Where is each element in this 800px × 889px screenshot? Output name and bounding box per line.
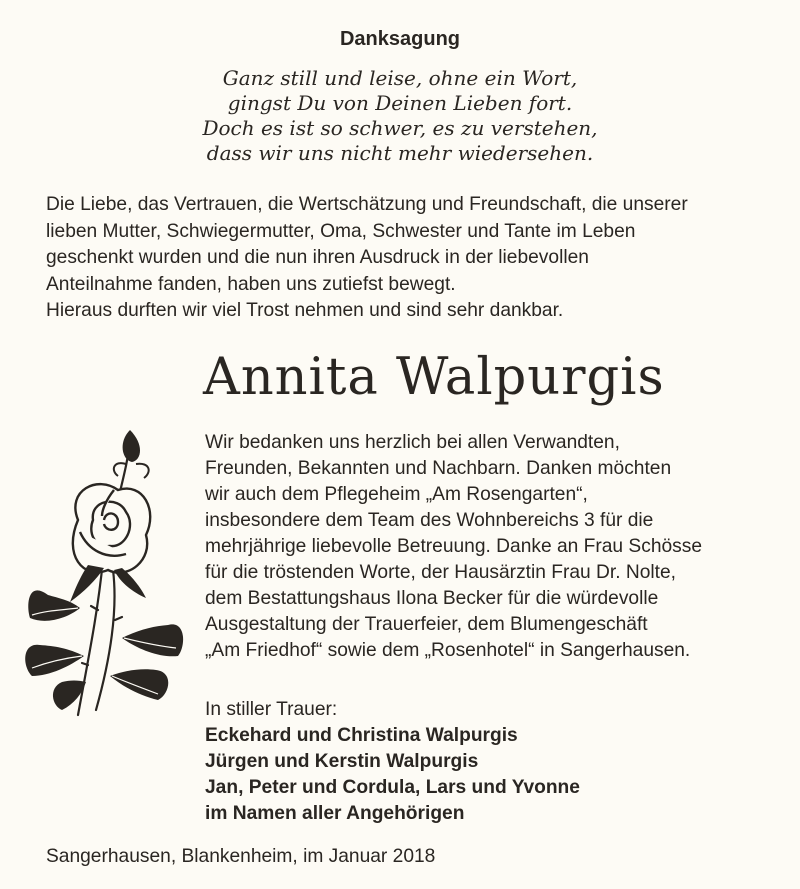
thanks-line: dem Bestattungshaus Ilona Becker für die würdevolle — [205, 588, 659, 609]
family-line: im Namen aller Angehörigen — [205, 803, 465, 824]
thanks-line: „Am Friedhof“ sowie dem „Rosenhotel“ in Sangerhausen. — [205, 640, 691, 661]
poem-line: Doch es ist so schwer, es zu verstehen, — [202, 116, 598, 140]
intro-line: Hieraus durften wir viel Trost nehmen und sind sehr dankbar. — [46, 300, 564, 321]
thanks-line: insbesondere dem Team des Wohnbereichs 3 für die — [205, 510, 654, 531]
family-line: Jürgen und Kerstin Walpurgis — [205, 751, 479, 772]
intro-line: Die Liebe, das Vertrauen, die Wertschätzung und Freundschaft, die unserer — [46, 194, 688, 215]
thanks-line: wir auch dem Pflegeheim „Am Rosengarten“, — [205, 484, 588, 505]
poem-line: dass wir uns nicht mehr wiedersehen. — [206, 141, 594, 165]
intro-line: lieben Mutter, Schwiegermutter, Oma, Schwester und Tante im Leben — [46, 220, 636, 242]
family-line: Jan, Peter und Cordula, Lars und Yvonne — [205, 777, 580, 798]
mourning-label: In stiller Trauer: — [205, 699, 338, 720]
rose-illustration-icon — [18, 420, 188, 720]
heading: Danksagung — [339, 28, 461, 50]
intro-paragraph — [46, 192, 786, 325]
mourning-block — [205, 697, 765, 827]
thanks-line: mehrjährige liebevolle Betreuung. Danke an Frau Schösse — [205, 536, 703, 557]
poem — [0, 66, 800, 166]
thanks-line: Ausgestaltung der Trauerfeier, dem Blumengeschäft — [205, 614, 648, 635]
thanks-line: Wir bedanken uns herzlich bei allen Verwandten, — [205, 432, 620, 453]
poem-line: gingst Du von Deinen Lieben fort. — [227, 91, 573, 115]
thanks-line: für die tröstenden Worte, der Hausärztin Frau Dr. Nolte, — [205, 562, 677, 583]
poem-line: Ganz still und leise, ohne ein Wort, — [222, 66, 578, 90]
family-line: Eckehard und Christina Walpurgis — [205, 725, 518, 746]
place-date: Sangerhausen, Blankenheim, im Januar 2018 — [46, 846, 436, 867]
thanks-line: Freunden, Bekannten und Nachbarn. Danken möchten — [205, 458, 672, 479]
deceased-name: Annita Walpurgis — [203, 348, 665, 407]
intro-line: geschenkt wurden und die nun ihren Ausdruck in der liebevollen — [46, 247, 589, 268]
thanks-paragraph — [205, 430, 785, 664]
intro-line: Anteilnahme fanden, haben uns zutiefst bewegt. — [46, 273, 456, 295]
